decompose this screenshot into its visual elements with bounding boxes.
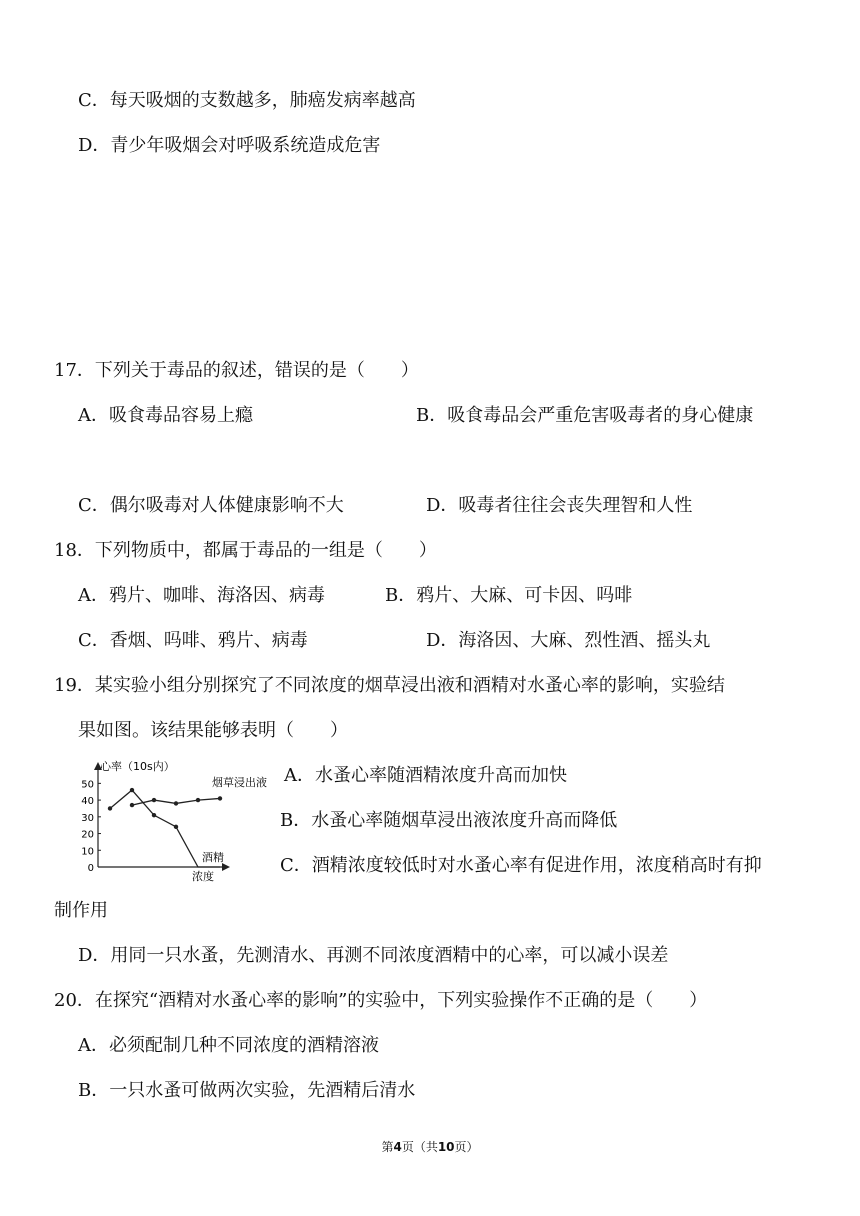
chart-y-axis-label: 心率（10s内） — [100, 760, 175, 773]
q19-option-c-line2: 制作用 — [54, 900, 108, 921]
q19-option-b: B．水蚤心率随烟草浸出液浓度升高而降低 — [280, 810, 618, 831]
q19-option-c-line1: C．酒精浓度较低时对水蚤心率有促进作用，浓度稍高时有抑 — [280, 855, 762, 876]
q16-option-c: C．每天吸烟的支数越多，肺癌发病率越高 — [78, 90, 416, 111]
chart-point-0-3 — [196, 798, 200, 802]
chart-point-0-2 — [174, 801, 178, 805]
chart-series-label-alcohol: 酒精 — [202, 851, 224, 864]
chart-point-0-1 — [152, 798, 156, 802]
chart-y-tick-label: 10 — [81, 846, 94, 858]
q19-heart-rate-chart — [72, 756, 280, 886]
q19-stem-line2: 果如图。该结果能够表明（ ） — [78, 720, 348, 741]
footer-page-number: 4 — [393, 1140, 402, 1154]
chart-point-0-4 — [218, 796, 222, 800]
footer-prefix: 第 — [381, 1140, 394, 1154]
chart-series-label-tobacco: 烟草浸出液 — [212, 776, 267, 789]
chart-point-1-3 — [174, 825, 178, 829]
q20-stem: 20．在探究“酒精对水蚤心率的影响”的实验中，下列实验操作不正确的是（ ） — [54, 990, 708, 1011]
q17-option-d: D．吸毒者往往会丧失理智和人性 — [426, 495, 693, 516]
chart-y-tick-label: 0 — [87, 863, 94, 874]
q17-option-a: A．吸食毒品容易上瘾 — [78, 405, 253, 426]
chart-point-1-2 — [152, 813, 156, 817]
footer-suffix: 页） — [454, 1140, 479, 1154]
page-footer — [0, 1139, 860, 1155]
chart-x-axis-label: 浓度 — [192, 870, 214, 883]
q19-option-a: A．水蚤心率随酒精浓度升高而加快 — [284, 765, 567, 786]
q19-stem-line1: 19．某实验小组分别探究了不同浓度的烟草浸出液和酒精对水蚤心率的影响，实验结 — [54, 675, 725, 696]
footer-middle: 页（共 — [401, 1140, 438, 1154]
footer-total-pages: 10 — [437, 1140, 455, 1154]
q18-stem: 18．下列物质中，都属于毒品的一组是（ ） — [54, 540, 437, 561]
chart-y-tick-label: 50 — [81, 779, 94, 791]
q19-option-d: D．用同一只水蚤，先测清水、再测不同浓度酒精中的心率，可以减小误差 — [78, 945, 669, 966]
q18-option-d: D．海洛因、大麻、烈性酒、摇头丸 — [426, 630, 711, 651]
q20-option-a: A．必须配制几种不同浓度的酒精溶液 — [78, 1035, 379, 1056]
chart-x-axis-arrow — [222, 863, 230, 871]
chart-point-0-0 — [130, 803, 134, 807]
q17-option-c: C．偶尔吸毒对人体健康影响不大 — [78, 495, 344, 516]
q17-stem: 17．下列关于毒品的叙述，错误的是（ ） — [54, 360, 419, 381]
q16-option-d: D．青少年吸烟会对呼吸系统造成危害 — [78, 135, 381, 156]
chart-y-tick-label: 20 — [81, 829, 94, 841]
q17-option-b: B．吸食毒品会严重危害吸毒者的身心健康 — [416, 405, 754, 426]
q20-option-b: B．一只水蚤可做两次实验，先酒精后清水 — [78, 1080, 416, 1101]
q18-option-c: C．香烟、吗啡、鸦片、病毒 — [78, 630, 308, 651]
chart-point-1-0 — [108, 806, 112, 810]
chart-point-1-1 — [130, 788, 134, 792]
q18-option-a: A．鸦片、咖啡、海洛因、病毒 — [78, 585, 325, 606]
q18-option-b: B．鸦片、大麻、可卡因、吗啡 — [385, 585, 633, 606]
chart-y-tick-label: 30 — [81, 812, 94, 824]
chart-y-tick-label: 40 — [81, 796, 94, 808]
